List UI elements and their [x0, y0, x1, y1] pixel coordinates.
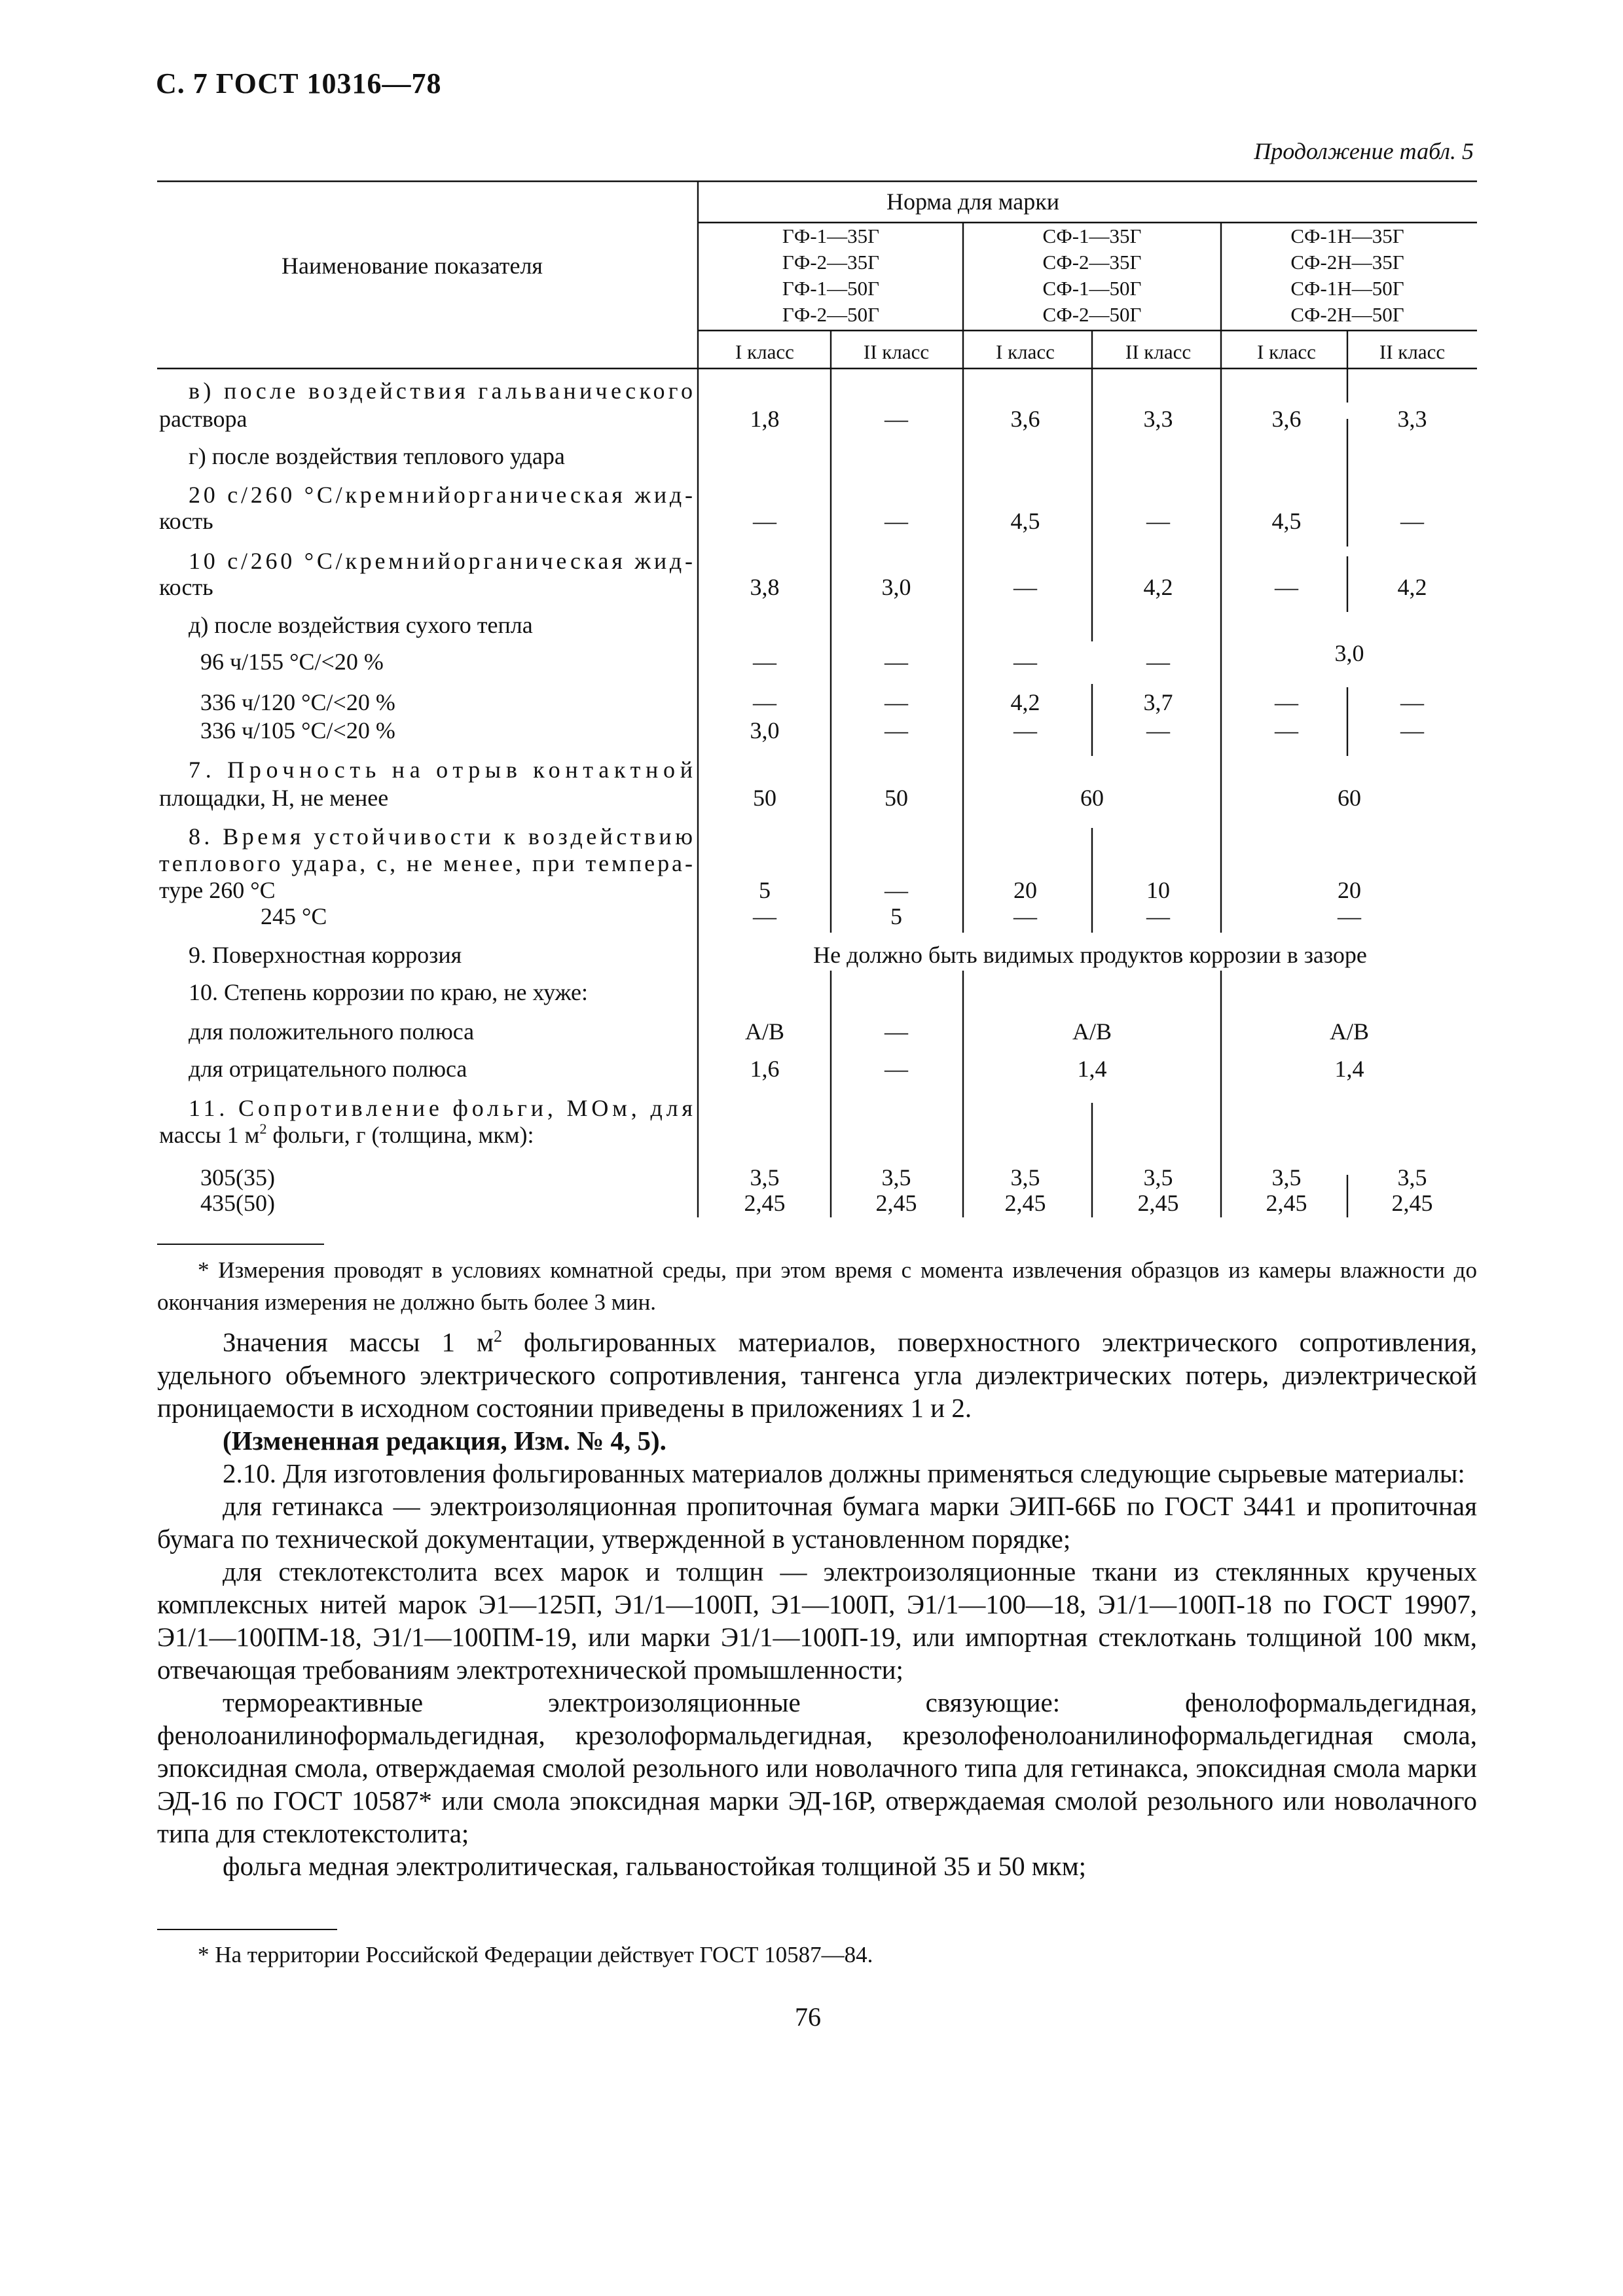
row-label: кость [159, 574, 213, 600]
table-cell: — [1146, 717, 1170, 744]
table-cell: 2,45 [1266, 1190, 1307, 1216]
table-cell: — [753, 649, 776, 675]
table-cell: — [1400, 717, 1424, 744]
paragraph-2-10: 2.10. Для изготовления фольгированных материалов должны применяться следующие сырьевые материалы: [223, 1458, 1465, 1488]
table-cell: — [753, 903, 776, 929]
grade-gf-3: ГФ-1—50Г [782, 277, 880, 300]
table-cell: 20 [1338, 877, 1361, 903]
grade-gf-4: ГФ-2—50Г [782, 303, 880, 326]
table-cell: 3,5 [1010, 1164, 1040, 1191]
table-cell: А/В [1072, 1018, 1112, 1045]
table-cell: 3,5 [1271, 1164, 1302, 1191]
norm-header: Норма для марки [886, 188, 1060, 215]
row-label: в) после воздействия гальванического [189, 378, 693, 404]
table-cell: — [1275, 717, 1298, 744]
table-cell: А/В [744, 1018, 785, 1045]
row-label: для положительного полюса [189, 1018, 475, 1045]
table-cell: — [884, 1056, 908, 1082]
table-cell: 3,5 [1397, 1164, 1427, 1191]
grade-sf-2: СФ-2—35Г [1042, 251, 1142, 274]
grade-sfn-3: СФ-1Н—50Г [1290, 277, 1404, 300]
table-cell: 3,6 [1271, 406, 1302, 432]
row-label: для отрицательного полюса [189, 1056, 467, 1082]
class-header: I класс [996, 340, 1055, 363]
class-header: II класс [1125, 340, 1192, 363]
paragraph-steklotekstolit: для стеклотекстолита всех марок и толщин — электроизоляционные ткани из стеклянных крученых комплексных нитей марок Э1—125П, Э1/1—100П, Э1—100П, Э1/1—100—18, Э1/1—100П-18 по ГОСТ 19907, Э1/1—100ПМ-18, Э1/1—100ПМ-19, или марки Э1/1—100П-19, или импортная стеклоткань толщиной 100 мкм, отвечающая требованиям электротехнической промышленности; [157, 1556, 1477, 1685]
table-continuation-note: Продолжение табл. 5 [1254, 138, 1474, 164]
class-header: II класс [1379, 340, 1446, 363]
table-values [744, 406, 1433, 1216]
table-cell: 5 [890, 903, 902, 929]
table-cell: 10 [1146, 877, 1170, 903]
grade-sf-4: СФ-2—50Г [1042, 303, 1142, 326]
row-label: туре 260 °С [159, 877, 276, 903]
table-cell: 2,45 [1391, 1190, 1433, 1216]
table-cell: 4,5 [1271, 508, 1302, 534]
table-cell: 2,45 [875, 1190, 917, 1216]
row-label: 8. Время устойчивости к воздействию [189, 823, 693, 850]
table-cell: 5 [759, 877, 771, 903]
table-cell: — [884, 717, 908, 744]
row-label: 7. Прочность на отрыв контактной [189, 757, 693, 783]
table-cell: А/В [1329, 1018, 1370, 1045]
row-label: кость [159, 508, 213, 534]
table-cell: 1,4 [1334, 1056, 1364, 1082]
table-cell: 50 [884, 785, 908, 811]
grade-gf-1: ГФ-1—35Г [782, 224, 880, 247]
table-cell: — [753, 508, 776, 534]
row-label: 435(50) [200, 1190, 275, 1216]
table-cell: — [1400, 508, 1424, 534]
row-label: теплового удара, с, не менее, при темпера- [159, 850, 693, 876]
row-label: д) после воздействия сухого тепла [189, 612, 533, 638]
footnote-separator [157, 1929, 337, 1930]
row-label: 305(35) [200, 1164, 275, 1191]
row-label: массы 1 $м^2$ фольги, г (толщина, мкм): [159, 1121, 534, 1148]
paragraph-mass: Значения массы 1 $м^2$ фольгированных материалов, поверхностного электрического сопротивления, удельного объемного электрического сопротивления, тангенса угла диэлектрических потерь, диэлектрической проницаемости в исходном состоянии приведены в приложениях 1 и 2. [157, 1327, 1477, 1423]
table-cell: 3,0 [1334, 640, 1364, 666]
row-label: 10 с/260 °С/кремнийорганическая жид- [189, 548, 693, 574]
table-cell: 60 [1080, 785, 1104, 811]
table-cell: — [1013, 574, 1037, 600]
row-label: 245 °С [261, 903, 327, 929]
row-labels [159, 378, 693, 1216]
table-cell: 3,5 [1143, 1164, 1173, 1191]
table-cell: — [1275, 574, 1298, 600]
page-number: 76 [795, 2002, 821, 2032]
table-cell: — [1013, 903, 1037, 929]
spec-table [157, 180, 1477, 1217]
row-label: площадки, Н, не менее [159, 785, 389, 811]
grade-sfn-1: СФ-1Н—35Г [1290, 224, 1404, 247]
table-cell: 3,3 [1143, 406, 1173, 432]
grade-sfn-4: СФ-2Н—50Г [1290, 303, 1404, 326]
table-cell: 2,45 [1004, 1190, 1046, 1216]
table-cell: — [1400, 689, 1424, 715]
footnote-separator [157, 1244, 324, 1245]
row-label: 96 ч/155 °С/<20 % [200, 649, 384, 675]
table-cell: 3,6 [1010, 406, 1040, 432]
paragraph-getinaks: для гетинакса — электроизоляционная пропиточная бумага марки ЭИП-66Б по ГОСТ 3441 и пропиточная бумага по технической документации, утвержденной в установленном порядке; [157, 1490, 1477, 1554]
row-label: 11. Сопротивление фольги, МОм, для [189, 1095, 693, 1121]
class-header: I класс [1257, 340, 1316, 363]
grade-sf-1: СФ-1—35Г [1042, 224, 1142, 247]
row-label: 10. Степень коррозии по краю, не хуже: [189, 979, 588, 1005]
table-cell: 3,7 [1143, 689, 1173, 715]
table-cell: 4,2 [1143, 574, 1173, 600]
table-cell: 3,3 [1397, 406, 1427, 432]
row-label: раствора [159, 406, 247, 432]
class-header: I класс [735, 340, 794, 363]
table-cell: — [753, 689, 776, 715]
row-label: 9. Поверхностная коррозия [189, 942, 462, 968]
table-cell: 4,2 [1397, 574, 1427, 600]
table-cell: — [1146, 649, 1170, 675]
table-cell: — [1146, 903, 1170, 929]
class-header: II класс [863, 340, 930, 363]
table-cell: — [1275, 689, 1298, 715]
table-cell: 3,5 [881, 1164, 911, 1191]
table-cell: 4,2 [1010, 689, 1040, 715]
body-text [157, 1320, 1477, 1882]
table-cell: 3,0 [881, 574, 911, 600]
table-cell: 1,8 [750, 406, 780, 432]
table-cell: — [884, 689, 908, 715]
row-label: 20 с/260 °С/кремнийорганическая жид- [189, 482, 693, 508]
table-cell: — [1146, 508, 1170, 534]
row-label: 336 ч/105 °С/<20 % [200, 717, 395, 744]
table-cell: 60 [1338, 785, 1361, 811]
indicator-header: Наименование показателя [282, 253, 543, 279]
footnote-gost: * На территории Российской Федерации действует ГОСТ 10587—84. [198, 1942, 873, 1967]
table-cell: — [1013, 717, 1037, 744]
grade-gf-2: ГФ-2—35Г [782, 251, 880, 274]
table-cell: 4,5 [1010, 508, 1040, 534]
table-cell: — [884, 406, 908, 432]
table-cell: 1,6 [750, 1056, 780, 1082]
paragraph-revision: (Измененная редакция, Изм. № 4, 5). [223, 1425, 666, 1456]
table-cell: — [884, 1018, 908, 1045]
row-label: 336 ч/120 °С/<20 % [200, 689, 395, 715]
table-cell: 50 [753, 785, 776, 811]
table-cell: — [1013, 649, 1037, 675]
table-cell: 3,8 [750, 574, 780, 600]
page-header: С. 7 ГОСТ 10316—78 [156, 67, 442, 99]
grade-sfn-2: СФ-2Н—35Г [1290, 251, 1404, 274]
table-cell: 1,4 [1077, 1056, 1107, 1082]
table-cell: — [884, 877, 908, 903]
table-cell: 20 [1013, 877, 1037, 903]
table-cell: 2,45 [744, 1190, 786, 1216]
table-cell: 3,5 [750, 1164, 780, 1191]
grade-sf-3: СФ-1—50Г [1042, 277, 1142, 300]
table-cell: Не должно быть видимых продуктов коррозии в зазоре [813, 942, 1367, 968]
footnote-measurement: * Измерения проводят в условиях комнатной среды, при этом время с момента извлечения образцов из камеры влажности до окончания измерения не должно быть более 3 мин. [157, 1257, 1477, 1315]
row-label: г) после воздействия теплового удара [189, 443, 565, 469]
table-cell: 3,0 [750, 717, 780, 744]
paragraph-binders: термореактивные электроизоляционные связующие: фенолоформальдегидная, фенолоанилиноформальдегидная, крезолоформальдегидная, крезолофенолоанилиноформальдегидная смола, эпоксидная смола, отверждаемая смолой резольного или новолачного типа для гетинакса, эпоксидная смола марки ЭД-16 по ГОСТ 10587* или смола эпоксидная марки ЭД-16Р, отверждаемая смолой резольного или новолачного типа для стеклотекстолита; [157, 1687, 1477, 1848]
table-cell: — [884, 649, 908, 675]
table-cell: 2,45 [1137, 1190, 1179, 1216]
paragraph-foil: фольга медная электролитическая, гальваностойкая толщиной 35 и 50 мкм; [223, 1850, 1087, 1881]
table-cell: — [884, 508, 908, 534]
table-cell: — [1338, 903, 1361, 929]
